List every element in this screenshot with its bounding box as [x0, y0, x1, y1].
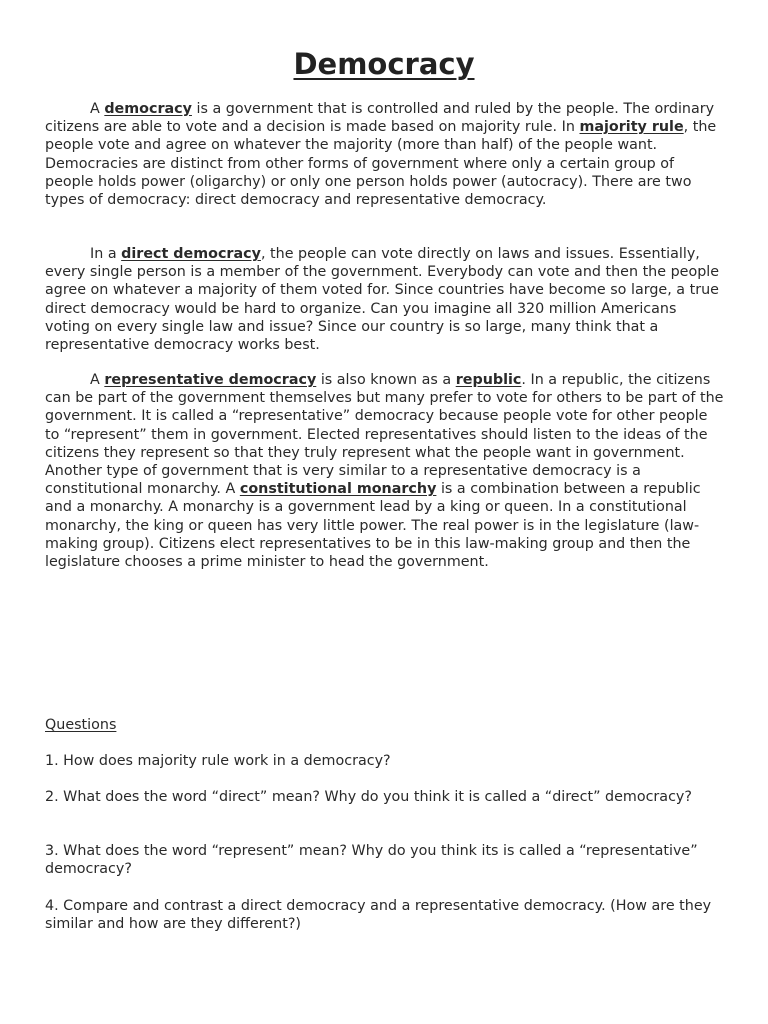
paragraph-text: A: [90, 101, 105, 117]
question-4: 4. Compare and contrast a direct democracy and a representative democracy. (How are they similar and how are they different?): [45, 898, 712, 933]
question-3: 3. What does the word “represent” mean? Why do you think its is called a “representative” democracy?: [45, 843, 698, 878]
term-representative-democracy: representative democracy: [104, 372, 317, 388]
paragraph-text: . In a republic, the citizens can be part of the government themselves but many prefer to vote for others to be part of the government. It is called a “representative” democracy because people vote for other people to “represent” them in government. Elected representatives should listen to the ideas of the citizens they represent so that they truly represent what the people want in government. Another type of government that is very similar to a representative democracy is a constitutional monarchy. A: [45, 372, 724, 498]
term-republic: republic: [455, 372, 522, 388]
term-democracy: democracy: [104, 101, 192, 117]
questions-heading: Questions: [45, 717, 117, 733]
question-1: 1. How does majority rule work in a democracy?: [45, 753, 391, 769]
paragraph-text: A: [90, 372, 105, 388]
paragraph-text: , the people vote and agree on whatever the majority (more than half) of the people want. Democracies are distinct from other forms of government where only a certain group of people holds power (oligarchy) or only one person holds power (autocracy). There are two types of democracy: direct democracy and representative democracy.: [45, 119, 717, 209]
paragraph-definition: [45, 100, 725, 209]
paragraph-text: , the people can vote directly on laws and issues. Essentially, every single person is a member of the government. Everybody can vote and then the people agree on whatever a majority of them voted for. Since countries have become so large, a true direct democracy would be hard to organize. Can you imagine all 320 million Americans voting on every single law and issue? Since our country is so large, many think that a representative democracy works best.: [45, 246, 720, 354]
paragraph-text: is a government that is controlled and ruled by the people. The ordinary citizens are able to vote and a decision is made based on majority rule. In: [45, 101, 715, 136]
paragraph-text: In a: [90, 246, 122, 262]
term-direct-democracy: direct democracy: [121, 246, 261, 262]
page-title-text: Democracy: [293, 47, 475, 81]
term-constitutional-monarchy: constitutional monarchy: [239, 481, 437, 498]
paragraph-representative-democracy: [45, 371, 725, 571]
paragraph-text: is a combination between a republic and a monarchy. A monarchy is a government lead by a king or queen. In a constitutional monarchy, the king or queen has very little power. The real power is in the legislature (law-making group). Citizens elect representatives to be in this law-making group and then the legislature chooses a prime minister to head the government.: [45, 481, 701, 571]
question-2: 2. What does the word “direct” mean? Why do you think it is called a “direct” democracy?: [45, 789, 692, 805]
paragraph-direct-democracy: [45, 245, 725, 354]
term-majority-rule: majority rule: [579, 119, 684, 136]
paragraph-text: is also known as a: [316, 372, 456, 388]
page-title: [0, 44, 768, 84]
